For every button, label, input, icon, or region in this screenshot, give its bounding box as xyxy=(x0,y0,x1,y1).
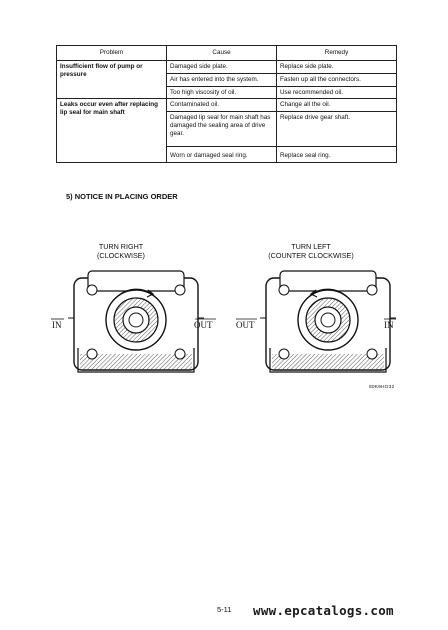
header-cause: Cause xyxy=(167,46,277,61)
remedy-cell: Fasten up all the connectors. xyxy=(277,73,397,86)
header-remedy: Remedy xyxy=(277,46,397,61)
problem-cell: Insufficient flow of pump or pressure xyxy=(57,60,167,99)
watermark-link[interactable]: www.epcatalogs.com xyxy=(253,603,394,618)
turn-left-label xyxy=(256,242,366,261)
troubleshooting-table xyxy=(56,45,397,163)
section-heading: 5) NOTICE IN PLACING ORDER xyxy=(66,192,178,201)
cause-cell: Too high viscosity of oil. xyxy=(167,86,277,99)
left-out-label: OUT xyxy=(194,320,213,330)
figure-code: 80K9HO32 xyxy=(369,385,395,390)
header-problem: Problem xyxy=(57,46,167,61)
pump-rotation-figure xyxy=(40,268,410,388)
turn-right-line1: TURN RIGHT xyxy=(98,242,144,251)
remedy-cell: Change all the oil. xyxy=(277,99,397,112)
turn-left-line1: TURN LEFT xyxy=(291,242,331,251)
remedy-cell: Replace drive gear shaft. xyxy=(277,112,397,147)
remedy-cell: Replace seal ring. xyxy=(277,147,397,163)
cause-cell: Damaged lip seal for main shaft has damaged the sealing area of drive gear. xyxy=(167,112,277,147)
left-in-label: IN xyxy=(52,320,62,330)
cause-cell: Worn or damaged seal ring. xyxy=(167,147,277,163)
cause-cell: Damaged side plate. xyxy=(167,60,277,73)
page-number: 5-11 xyxy=(217,605,232,614)
turn-right-line2: (CLOCKWISE) xyxy=(97,251,145,261)
table-row xyxy=(57,60,397,73)
table-row xyxy=(57,99,397,112)
turn-left-line2: (COUNTER CLOCKWISE) xyxy=(268,251,354,261)
remedy-cell: Replace side plate. xyxy=(277,60,397,73)
problem-cell: Leaks occur even after replacing lip seal for main shaft xyxy=(57,99,167,163)
cause-cell: Air has entered into the system. xyxy=(167,73,277,86)
right-in-label: IN xyxy=(384,320,394,330)
remedy-cell: Use recommended oil. xyxy=(277,86,397,99)
port-overlines xyxy=(50,318,400,322)
right-out-label: OUT xyxy=(236,320,255,330)
cause-cell: Contaminated oil. xyxy=(167,99,277,112)
turn-right-label xyxy=(66,242,176,261)
table-header-row xyxy=(57,46,397,61)
